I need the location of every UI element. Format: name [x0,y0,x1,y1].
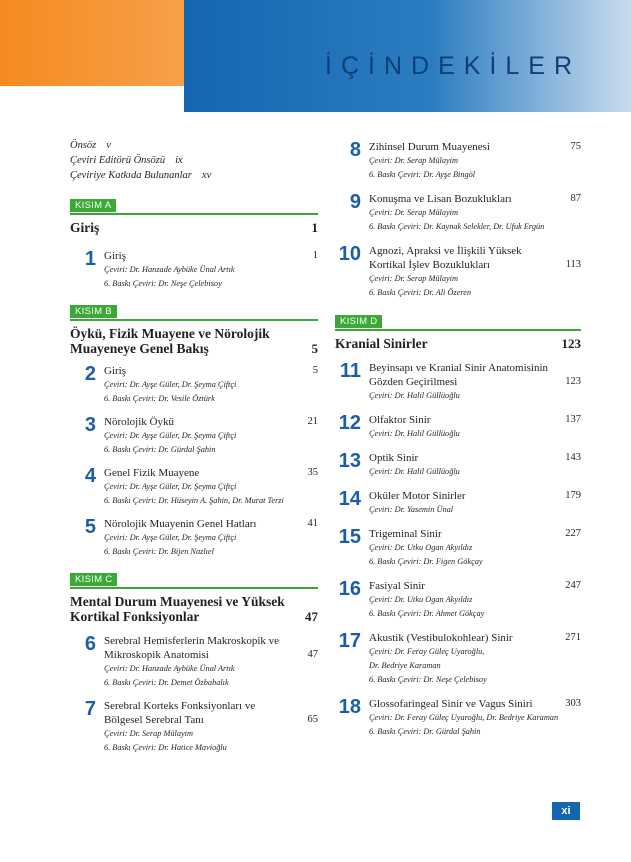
chapter-page: 1 [312,250,318,261]
page-number-badge: xi [552,802,580,820]
front-matter-item[interactable]: Çeviri Editörü Önsözü ix [70,155,183,166]
chapter-page: 137 [565,414,581,425]
translator-line: Çeviri: Dr. Serap Mülayim [369,156,458,165]
chapter-title: Giriş [104,250,126,262]
chapter-entry[interactable] [335,631,581,687]
chapter-number: 18 [338,696,361,718]
translator-line: 6. Baskı Çeviri: Dr. Hüseyin A. Şahin, Dr. Murat Terzi [104,496,284,505]
chapter-entry[interactable] [335,697,581,739]
part-tag: KISIM B [70,305,117,318]
part-a [70,195,318,235]
chapter-entry[interactable] [335,579,581,621]
chapter-title: Akustik (Vestibulokohlear) Sinir [369,632,513,644]
part-d [335,311,581,351]
translator-line: Çeviri: Dr. Halil Güllüoğlu [369,391,460,400]
chapter-title: Giriş [104,365,126,377]
chapter-title: Optik Sinir [369,452,419,464]
chapter-number: 14 [338,488,361,510]
chapter-entry[interactable] [335,192,581,234]
chapter-entry[interactable] [70,364,318,406]
chapter-number: 7 [84,698,96,720]
chapter-number: 12 [338,412,361,434]
chapter-page: 303 [565,698,581,709]
chapter-entry[interactable] [335,361,581,403]
chapter-title: Beyinsapı ve Kranial Sinir Anatomisinin Gözden Geçirilmesi [369,362,549,388]
chapter-entry[interactable] [335,413,581,441]
translator-line: 6. Baskı Çeviri: Dr. Vesile Öztürk [104,394,215,403]
translator-line: 6. Baskı Çeviri: Dr. Ahmet Gökçay [369,609,485,618]
chapter-entry[interactable] [335,489,581,517]
page-title: İÇİNDEKİLER [325,52,581,80]
chapter-entry[interactable] [335,527,581,569]
chapter-page: 87 [570,193,581,204]
chapter-title: Agnozi, Apraksi ve İlişkili Yüksek Kortikal İşlev Bozuklukları [369,245,522,271]
translator-line: 6. Baskı Çeviri: Dr. Gürdal Şahin [369,727,481,736]
chapter-number: 17 [338,630,361,652]
translator-line: Çeviri: Dr. Ayşe Güler, Dr. Şeyma Çiftçi [104,533,237,542]
chapter-page: 271 [565,632,581,643]
toc-left-column [70,138,318,755]
chapter-entry[interactable] [70,466,318,508]
front-matter [70,138,318,183]
chapter-page: 41 [307,518,318,529]
part-tag: KISIM A [70,199,116,212]
chapter-page: 123 [565,376,581,387]
chapter-page: 179 [565,490,581,501]
translator-line: Çeviri: Dr. Ayşe Güler, Dr. Şeyma Çiftçi [104,380,237,389]
translator-line: Çeviri: Dr. Utku Ogan Akyıldız [369,595,473,604]
translator-line: Çeviri: Dr. Feray Güleç Uyaroğlu, Dr. Bedriye Karaman [369,713,559,722]
translator-line: 6. Baskı Çeviri: Dr. Ali Özeren [369,288,472,297]
chapter-number: 8 [349,139,361,161]
chapter-title: Glossofaringeal Sinir ve Vagus Siniri [369,698,533,710]
translator-line: Çeviri: Dr. Halil Güllüoğlu [369,429,460,438]
chapter-title: Serebral Hemisferlerin Makroskopik ve Mikroskopik Anatomisi [104,635,280,661]
translator-line: Çeviri: Dr. Serap Mülayim [369,274,458,283]
chapter-page: 227 [565,528,581,539]
front-matter-item[interactable]: Önsöz v [70,140,111,151]
translator-line: Çeviri: Dr. Serap Mülayim [104,729,193,738]
chapter-page: 65 [307,714,318,725]
chapter-page: 75 [570,141,581,152]
part-tag: KISIM C [70,573,117,586]
translator-line: 6. Baskı Çeviri: Dr. Neşe Çelebisoy [369,675,487,684]
part-c [70,569,318,624]
front-matter-item[interactable]: Çeviriye Katkıda Bulunanlar xv [70,170,212,181]
chapter-title: Serebral Korteks Fonksiyonları ve Bölgesel Serebral Tanı [104,700,256,726]
part-heading[interactable]: Öykü, Fizik Muayene ve Nörolojik Muayeneye Genel Bakış 5 [70,326,318,356]
chapter-title: Zihinsel Durum Muayenesi [369,141,490,153]
chapter-page: 113 [565,259,581,270]
translator-line: Çeviri: Dr. Feray Güleç Uyaroğlu, [369,647,485,656]
chapter-number: 9 [349,191,361,213]
chapter-number: 16 [338,578,361,600]
chapter-number: 4 [84,465,96,487]
toc-right-column [335,140,581,739]
translator-line: 6. Baskı Çeviri: Dr. Kaynak Selekler, Dr. Ufuk Ergün [369,222,545,231]
part-rule [70,587,318,589]
translator-line: 6. Baskı Çeviri: Dr. Hatice Mavioğlu [104,743,227,752]
translator-line: Dr. Bedriye Karaman [369,661,441,670]
chapter-page: 143 [565,452,581,463]
translator-line: 6. Baskı Çeviri: Dr. Bijen Nazlıel [104,547,214,556]
translator-line: Çeviri: Dr. Ayşe Güler, Dr. Şeyma Çiftçi [104,482,237,491]
chapter-page: 47 [307,649,318,660]
part-b [70,301,318,356]
header-orange-band [0,0,184,86]
chapter-number: 13 [338,450,361,472]
chapter-number: 2 [84,363,96,385]
translator-line: 6. Baskı Çeviri: Dr. Ayşe Bingöl [369,170,476,179]
chapter-entry[interactable] [335,451,581,479]
translator-line: Çeviri: Dr. Halil Güllüoğlu [369,467,460,476]
translator-line: Çeviri: Dr. Ayşe Güler, Dr. Şeyma Çiftçi [104,431,237,440]
chapter-entry[interactable] [70,415,318,457]
translator-line: Çeviri: Dr. Yasemin Ünal [369,505,454,514]
chapter-title: Nörolojik Öykü [104,416,174,428]
chapter-entry[interactable] [335,140,581,182]
chapter-number: 1 [84,248,96,270]
chapter-number: 10 [338,243,361,265]
chapter-title: Genel Fizik Muayene [104,467,200,479]
chapter-number: 11 [339,360,361,382]
chapter-title: Trigeminal Sinir [369,528,442,540]
chapter-number: 3 [84,414,96,436]
translator-line: Çeviri: Dr. Serap Mülayim [369,208,458,217]
chapter-entry[interactable] [70,517,318,559]
translator-line: Çeviri: Dr. Hanzade Aybüke Ünal Artık [104,664,235,673]
chapter-title: Olfaktor Sinir [369,414,431,426]
chapter-title: Fasiyal Sinir [369,580,425,592]
chapter-number: 5 [84,516,96,538]
chapter-entry[interactable] [335,244,581,300]
chapter-number: 15 [338,526,361,548]
part-rule [70,213,318,215]
chapter-entry[interactable] [70,249,318,291]
chapter-page: 247 [565,580,581,591]
chapter-page: 5 [312,365,318,376]
chapter-number: 6 [84,633,96,655]
chapter-entry[interactable] [70,634,318,690]
translator-line: 6. Baskı Çeviri: Dr. Demet Özbabalık [104,678,229,687]
translator-line: 6. Baskı Çeviri: Dr. Figen Gökçay [369,557,483,566]
chapter-title: Nörolojik Muayenin Genel Hatları [104,518,257,530]
part-rule [335,329,581,331]
header-blue-band [184,0,631,112]
part-tag: KISIM D [335,315,382,328]
chapter-page: 21 [307,416,318,427]
translator-line: Çeviri: Dr. Hanzade Aybüke Ünal Artık [104,265,235,274]
chapter-page: 35 [307,467,318,478]
chapter-title: Oküler Motor Sinirler [369,490,466,502]
translator-line: Çeviri: Dr. Utku Ogan Akyıldız [369,543,473,552]
part-heading[interactable]: Giriş 1 [70,220,318,235]
part-heading[interactable]: Kranial Sinirler 123 [335,336,581,351]
translator-line: 6. Baskı Çeviri: Dr. Gürdal Şahin [104,445,216,454]
chapter-title: Konuşma ve Lisan Bozuklukları [369,193,512,205]
chapter-entry[interactable] [70,699,318,755]
translator-line: 6. Baskı Çeviri: Dr. Neşe Çelebisoy [104,279,222,288]
part-rule [70,319,318,321]
part-heading[interactable]: Mental Durum Muayenesi ve Yüksek Kortikal Fonksiyonlar 47 [70,594,318,624]
